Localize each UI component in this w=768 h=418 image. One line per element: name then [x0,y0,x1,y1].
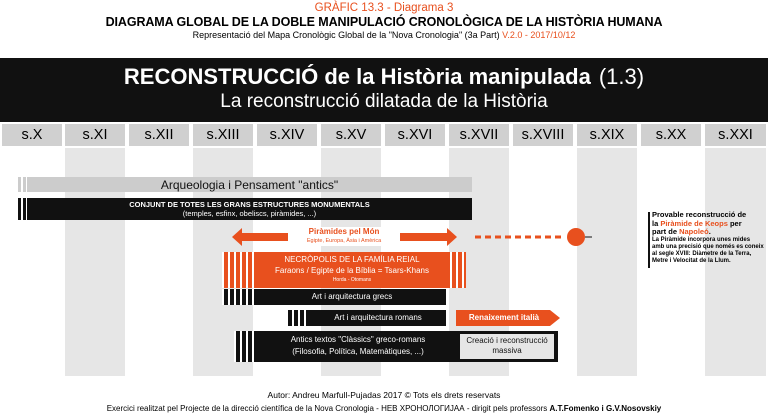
diagram-subtitle [0,30,768,40]
century-column-xix [577,148,637,376]
banner-title [0,64,768,90]
century-header: s.XVIII [513,124,573,146]
footer-professors: A.T.Fomenko i G.V.Nosovskiy [549,404,662,413]
grecs-label: Art i arquitectura grecs [311,292,393,301]
banner-subtitle: La reconstrucció dilatada de la Història [220,91,548,112]
side-note-dot: . [708,227,711,236]
creacio-line1: Creació i reconstrucció [466,336,548,345]
conjunt-stripes [18,198,26,220]
textos-line1: Antics textos "Clàssics" greco-romans [290,335,426,344]
century-header: s.XII [129,124,189,146]
century-header: s.XV [321,124,381,146]
banner-part: (1.3) [598,64,645,89]
century-header: s.XI [65,124,125,146]
side-note-napoleo: Napoleó [679,227,709,236]
arqueologia-label: Arqueologia i Pensament "antics" [160,178,339,192]
footer-author: Autor: Andreu Marfull-Pujadas 2017 © Tots els drets reservats [267,390,501,400]
banner-title-text: RECONSTRUCCIÓ de la Història manipulada [123,64,591,89]
side-note-bracket [648,212,650,268]
century-header: s.XX [641,124,701,146]
century-header: s.XVI [385,124,445,146]
necropolis-end-stripes [446,252,466,288]
side-note [652,211,764,265]
conjunt-subtitle: (temples, esfinx, obeliscs, piràmides, ...) [182,209,317,218]
creacio-line2: massiva [492,346,522,355]
piramides-label: Piràmides pel Món [308,227,380,236]
side-note-body: La Piràmide incorpora unes mides amb una precisió que només es coneix al segle XVIII: Diàmetre de la Terra, Metre i Velocitat de la Llum. [652,236,764,264]
side-note-per: per [727,218,742,228]
diagram-title: DIAGRAMA GLOBAL DE LA DOBLE MANIPULACIÓ CRONOLÒGICA DE LA HISTÒRIA HUMANA [105,15,663,29]
necropolis-subtitle2: Horda - Otomans [332,277,372,283]
footer-project [0,404,768,413]
side-note-line1: Provable reconstrucció de [652,210,747,219]
side-note-line3 [652,228,764,237]
textos-line2: (Filosofia, Política, Matemàtiques, ...) [292,347,424,356]
romans-label: Art i arquitectura romans [334,313,422,322]
subtitle-text: Representació del Mapa Cronològic Global de la "Nova Cronologia" (3a Part) [192,30,500,40]
version-text: V.2.0 - 2017/10/12 [502,30,576,40]
romans-stripes [286,310,310,326]
century-header: s.XIV [257,124,317,146]
piramides-sublabel: Egipte, Europa, Àsia i Amèrica [306,238,382,244]
grecs-stripes [222,289,258,305]
conjunt-title: CONJUNT DE TOTES LES GRANS ESTRUCTURES MONUMENTALS [129,200,370,209]
arqueologia-stripes [18,177,26,192]
graphic-number: GRÀFIC 13.3 - Diagrama 3 [314,2,454,14]
necropolis-subtitle: Faraons / Egipte de la Bíblia = Tsars-Khans [275,266,429,275]
side-note-part: part de [652,227,680,236]
century-header: s.XVII [449,124,509,146]
keops-marker [567,228,585,246]
necropolis-title: NECRÒPOLIS DE LA FAMÍLIA REIAL [284,255,420,264]
side-note-la: la [652,218,661,228]
century-header: s.XIII [193,124,253,146]
footer-project-text: Exercici realitzat pel Projecte de la direcció científica de la Nova Cronologia - НЕВ ХРОНОЛОГИЈАА - dirigit pels professors [106,404,550,413]
necropolis-stripes [222,252,258,288]
century-header: s.XIX [577,124,637,146]
side-note-keops: Piràmide de Keops [660,218,728,228]
piramides-arrow [232,226,592,248]
textos-stripes [234,331,258,362]
renaixement-label: Renaixement italià [468,313,540,322]
century-header: s.X [2,124,62,146]
century-header: s.XXI [705,124,766,146]
